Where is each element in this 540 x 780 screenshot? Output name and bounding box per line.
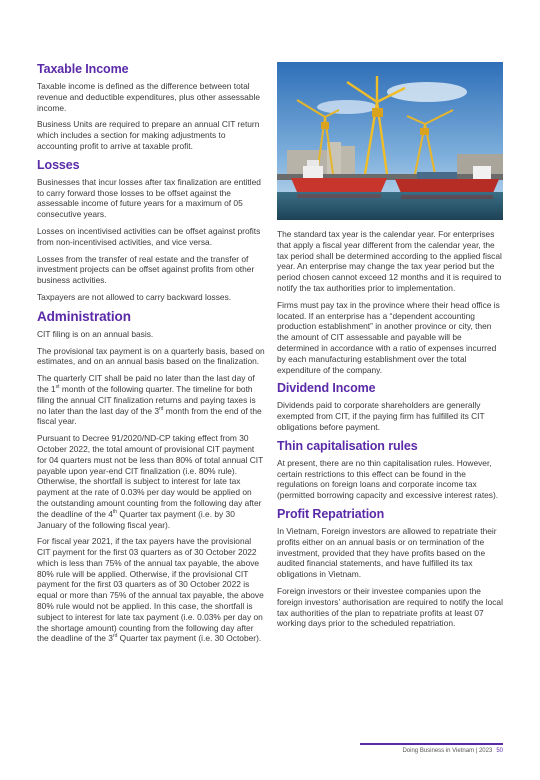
ship-superstructure: [473, 166, 491, 179]
admin-p4-a: Pursuant to Decree 91/2020/ND-CP taking effect from 30 October 2022, the total amount of provisional CIT payment for 04 quarters must not be less than 80% of total annual CIT payable upon year-end CIT finalization (i.e. 80% rule). Otherwise, the shortfall is subject to interest for late tax payment at the rate of 0.03% per day would be applied on the outstanding amount counting from the following day after the deadline of the 4: [37, 433, 264, 519]
taxable-income-p2: Business Units are required to prepare an annual CIT return which includes a section for making adjustments to accounting profit to arrive at taxable profit.: [37, 119, 260, 151]
footer-rule: [360, 743, 503, 745]
losses-heading: Losses: [37, 157, 80, 172]
repatriation-p2: Foreign investors or their investee companies upon the foreign investors’ authorisation are required to notify the local tax authorities of the plan to repatriate profits at least 07 working days prior to the scheduled repatriation.: [277, 585, 503, 629]
tax-year-p2: Firms must pay tax in the province where their head office is located. If an enterprise has a “dependent accounting production establishment” in another province or city, then the amount of CIT assessable and payable will be determined in accordance with a ratio of expenses incurred by each manufacturing establishment over the total expenditure of the company.: [277, 299, 500, 375]
ship-superstructure: [307, 160, 319, 166]
page-number: 50: [496, 748, 503, 754]
right-column: [277, 229, 503, 635]
taxable-income-heading: Taxable Income: [37, 62, 129, 76]
reflection: [401, 195, 493, 199]
repatriation-p1: In Vietnam, Foreign investors are allowed to repatriate their profits either on an annual basis or on termination of the investment, provided that they have profits based on the audited financial statements, and have fulfilled its tax obligations in Vietnam.: [277, 525, 497, 580]
section-dividend-income: [277, 381, 503, 432]
factory-silo: [341, 146, 355, 174]
section-taxable-income: [37, 62, 265, 152]
admin-p5: [37, 536, 265, 644]
admin-p5-a: For fiscal year 2021, if the tax payers have the provisional CIT payment for the first 03 quarters as of 30 October 2022 which is less than 75% of the annual tax payable, the above 80% rule will be applied. Otherwise, if the provisional CIT payment for the first 03 quarters as of 30 October 2022 is equal or more than 75% of the annual tax payable, the above 80% rule would not be applied. In this case, the shortfall is subject to interest for late tax payment (i.e. 0.03% per day on the shortage amount) counting from the following day after the deadline of the 3: [37, 536, 264, 644]
crane-cab: [372, 108, 383, 117]
losses-p2: Losses on incentivised activities can be offset against profits from non-incentivised activities, and vice versa.: [37, 225, 261, 247]
section-losses: [37, 158, 265, 303]
section-profit-repatriation: [277, 507, 503, 629]
left-column: [37, 62, 265, 650]
ship-superstructure: [303, 166, 323, 178]
page-footer: [360, 748, 503, 754]
profit-repatriation-heading: Profit Repatriation: [277, 506, 385, 521]
thin-cap-p1: At present, there are no thin capitalisation rules. However, certain restrictions to this effect can be found in the regulations on foreign loans and corporate income tax (permitted borrowing capacity and excessive interest rates).: [277, 457, 499, 501]
port-cranes-photo: [277, 62, 503, 220]
admin-p3-a: The quarterly CIT shall be paid no later than the last day of the 1: [37, 373, 255, 394]
admin-p3-sup1: st: [55, 384, 60, 391]
admin-p3-c: month from the end of the fiscal year.: [37, 405, 262, 427]
ship-red: [395, 179, 499, 193]
admin-p3: [37, 373, 265, 427]
admin-p4-sup: th: [112, 508, 118, 515]
footer-title: Doing Business in Vietnam | 2023: [402, 748, 493, 754]
section-administration: [37, 309, 265, 645]
reflection: [297, 194, 381, 198]
losses-p4: Taxpayers are not allowed to carry backward losses.: [37, 291, 232, 302]
thin-capitalisation-heading: Thin capitalisation rules: [277, 438, 418, 453]
losses-p1: Businesses that incur losses after tax finalization are entitled to carry forward those losses to be offset against the assessable income of future years for a maximum of 05 consecutive years.: [37, 176, 261, 220]
admin-p2: The provisional tax payment is on a quarterly basis, based on estimates, and on an annual basis based on the finalization.: [37, 345, 265, 367]
admin-p1: CIT filing is on an annual basis.: [37, 328, 154, 339]
administration-heading: Administration: [37, 308, 131, 324]
ship-deck-cargo: [417, 172, 457, 179]
admin-p3-b: month of the following quarter. The timeline for both filing the annual CIT finalization returns and paying taxes is no later than the last day of the 3: [37, 383, 256, 416]
section-thin-capitalisation: [277, 439, 503, 501]
admin-p4: [37, 433, 265, 530]
crane-cab: [420, 128, 429, 135]
losses-p3: Losses from the transfer of real estate and the transfer of investment projects can be offset against profits from other business activities.: [37, 253, 255, 286]
admin-p3-sup2: rd: [159, 405, 164, 412]
dividend-p1: Dividends paid to corporate shareholders are generally exempted from CIT, if the paying firm has fulfilled its CIT obligations before payment.: [277, 400, 485, 432]
cloud: [317, 100, 377, 114]
taxable-income-p1: Taxable income is defined as the difference between total revenue and deductible expenditures, plus other assessable income.: [37, 81, 261, 113]
dividend-income-heading: Dividend Income: [277, 381, 376, 396]
section-tax-year: [277, 229, 503, 375]
admin-p4-b: Quarter tax payment (i.e. by 30 January of the following fiscal year).: [37, 508, 235, 530]
tax-year-p1: The standard tax year is the calendar year. For enterprises that apply a fiscal year different from the calendar year, the tax period shall be determined according to the applied fiscal year. An enterprise may change the tax year period but the period chosen cannot exceed 12 months and it is required to notify the tax authorities prior to implementation.: [277, 229, 502, 293]
admin-p5-sup: rd: [112, 633, 118, 640]
crane-cab: [321, 122, 329, 129]
admin-p5-b: Quarter tax payment (i.e. 30 October).: [117, 633, 262, 644]
ship-red: [291, 178, 387, 192]
